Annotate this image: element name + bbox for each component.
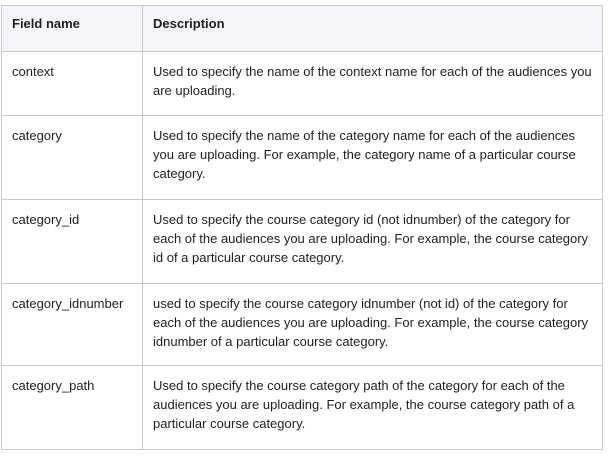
table-row (2, 200, 603, 284)
description-cell: Used to specify the course category id (not idnumber) of the category for each of the audiences you are uploading. For example, the course category id of a particular course category. (143, 200, 603, 284)
header-field-name: Field name (2, 6, 143, 52)
table-body (2, 52, 603, 450)
header-row (2, 6, 603, 52)
description-cell: Used to specify the name of the context name for each of the audiences you are uploading. (143, 52, 603, 116)
field-name-cell: category_path (2, 366, 143, 450)
description-cell: Used to specify the name of the category name for each of the audiences you are uploading. For example, the category name of a particular course category. (143, 116, 603, 200)
field-description-table (1, 5, 603, 450)
field-description-table-container (1, 5, 602, 450)
table-header (2, 6, 603, 52)
table-row (2, 52, 603, 116)
field-name-cell: category (2, 116, 143, 200)
table-row (2, 116, 603, 200)
field-name-cell: category_id (2, 200, 143, 284)
description-cell: Used to specify the course category path of the category for each of the audiences you are uploading. For example, the course category path of a particular course category. (143, 366, 603, 450)
header-description: Description (143, 6, 603, 52)
table-row (2, 284, 603, 366)
description-cell: used to specify the course category idnumber (not id) of the category for each of the audiences you are uploading. For example, the course category idnumber of a particular course category. (143, 284, 603, 366)
field-name-cell: context (2, 52, 143, 116)
table-row (2, 366, 603, 450)
field-name-cell: category_idnumber (2, 284, 143, 366)
